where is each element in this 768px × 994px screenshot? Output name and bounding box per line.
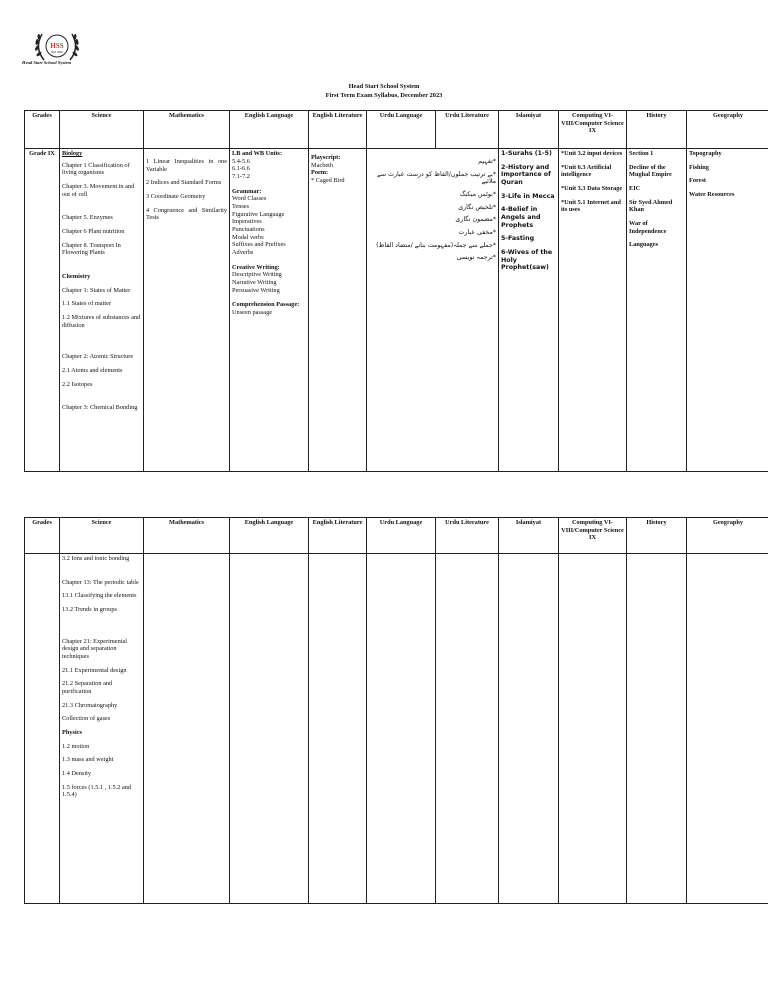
logo-caption: Head Start School System [22, 60, 72, 65]
playscript-heading: Playscript: [311, 154, 341, 161]
list-item: *بے ترتیب جملوں/الفاظ کو درست عبارت سے ملائیے [377, 170, 496, 186]
mathematics-cell [144, 554, 230, 904]
header-science: Science [60, 518, 144, 554]
list-item: Macbeth [311, 161, 334, 169]
list-item: Forest [689, 177, 707, 185]
list-item: Chapter 21: Experimental design and separation techniques [62, 637, 128, 661]
list-item: 1.2 motion [62, 742, 90, 750]
list-item: *تفہیم [478, 158, 496, 165]
header-urdu-literature: Urdu Literature [436, 518, 499, 554]
chemistry-heading: Chemistry [62, 273, 91, 281]
list-item: 1.1 States of matter [62, 300, 111, 308]
header-islamiyat: Islamiyat [499, 111, 559, 149]
list-item: Fishing [689, 163, 709, 171]
list-item: Chapter 3. Movement in and out of cell [62, 183, 135, 198]
header-urdu-language: Urdu Language [367, 518, 436, 554]
list-item: Figurative Language [232, 210, 285, 218]
header-english-language: English Language [230, 518, 309, 554]
mathematics-cell [144, 149, 230, 472]
list-item: Tenses [232, 203, 250, 211]
list-item: Chapter 13: The periodic table [62, 578, 139, 586]
list-item: Topography [689, 150, 722, 157]
list-item: Persuasive Writing [232, 286, 280, 294]
list-item: 2 Indices and Standard Forms [146, 179, 222, 187]
list-item: Unseen passage [232, 309, 273, 317]
list-item: 1.4 Density [62, 770, 92, 778]
urdu-language-cell [367, 554, 436, 904]
poem-heading: Poem: [311, 169, 329, 177]
header-urdu-language: Urdu Language [367, 111, 436, 149]
list-item: Decline of the Mughal Empire [629, 163, 672, 179]
header-geography: Geography [687, 111, 768, 149]
list-item: 1.2 Mixtures of substances and diffusion [62, 314, 141, 329]
header-english-literature: English Literature [309, 518, 367, 554]
list-item: Narrative Writing [232, 279, 277, 287]
table-row-grade-ix [25, 149, 768, 472]
comprehension-heading: Comprehension Passage: [232, 301, 300, 309]
computing-cell [559, 554, 627, 904]
list-item: 13.1 Classifying the elements [62, 592, 137, 600]
physics-heading: Physics [62, 729, 82, 737]
list-item: Chapter 3: Chemical Bonding [62, 404, 138, 412]
header-english-literature: English Literature [309, 111, 367, 149]
creative-writing-heading: Creative Writing: [232, 263, 280, 271]
header-computing: Computing VI- VIII/Computer Science IX [559, 111, 627, 149]
grade-cell: Grade IX [25, 149, 60, 472]
syllabus-table-page1 [24, 110, 768, 472]
list-item: 5.4-5.6 [232, 157, 250, 165]
list-item: Collection of gases [62, 715, 111, 723]
islamiyat-cell [499, 554, 559, 904]
biology-heading: Biology [62, 150, 83, 157]
list-item: Modal verbs [232, 233, 264, 241]
list-item: 3-Life in Mecca [501, 192, 555, 200]
list-item: Languages [629, 241, 659, 249]
table-header-row [25, 518, 768, 554]
list-item: Sir Syed Ahmed Khan [629, 198, 673, 214]
list-item: 3 Coordinate Geometry [146, 193, 206, 201]
table-header-row [25, 111, 768, 149]
computing-cell [559, 149, 627, 472]
table-row-continued [25, 554, 768, 904]
list-item: *مضمون نگاری [455, 216, 496, 224]
list-item: *تلخیص نگاری [458, 203, 496, 211]
list-item: * Caged Bird [311, 177, 345, 185]
list-item: Chapter 2: Atomic Structure [62, 353, 134, 361]
science-cell [60, 149, 144, 472]
header-science: Science [60, 111, 144, 149]
header-mathematics: Mathematics [144, 518, 230, 554]
list-item: *مخفی عبارت [458, 229, 496, 237]
list-item: Chapter 1: States of Matter [62, 286, 131, 294]
list-item: 1.3 mass and weight [62, 756, 114, 764]
list-item: Section 1 [629, 150, 654, 157]
list-item: Chapter 8. Transport In Flowering Plants [62, 241, 121, 257]
syllabus-table-page2 [24, 517, 768, 904]
header-geography: Geography [687, 518, 768, 554]
list-item: *ترجمہ نویسی [456, 254, 496, 262]
urdu-language-cell [367, 149, 499, 472]
header-computing: Computing VI- VIII/Computer Science IX [559, 518, 627, 554]
list-item: *Unit 3.3 Data Storage [561, 185, 623, 193]
list-item: 6-Wives of the Holy Prophet(saw) [501, 249, 553, 272]
header-urdu-literature: Urdu Literature [436, 111, 499, 149]
document-subtitle: First Term Exam Syllabus, December 2023 [325, 92, 443, 99]
list-item: Descriptive Writing [232, 271, 282, 279]
list-item: 3.2 Ions and ionic bonding [62, 555, 130, 562]
list-item: 1.5 forces (1.5.1 , 1.5.2 and 1.5.4) [62, 783, 132, 799]
svg-text:HSS: HSS [50, 42, 64, 50]
header-history: History [627, 111, 687, 149]
units-heading: LB and WB Units: [232, 150, 283, 157]
list-item: Chapter 5. Enzymes [62, 214, 113, 222]
science-cell [60, 554, 144, 904]
header-grades: Grades [25, 518, 60, 554]
list-item: Imperatives [232, 218, 262, 226]
list-item: 13.2 Trends in groups [62, 606, 117, 614]
english-literature-cell [309, 554, 367, 904]
list-item: *Unit 6.3 Artificial intelligence [561, 163, 612, 179]
list-item: 4 Congruence and Similarity Tests [146, 206, 227, 222]
english-literature-cell [309, 149, 367, 472]
english-language-cell [230, 149, 309, 472]
list-item: *Unit 3.2 input devices [561, 150, 623, 157]
list-item: Chapter 6 Plant nutrition [62, 228, 125, 236]
list-item: 21.3 Chromatography [62, 701, 118, 709]
list-item: 2.2 Isotopes [62, 380, 93, 388]
list-item: 6.1-6.6 [232, 165, 250, 173]
school-name: Head Start School System [348, 83, 420, 90]
header-english-language: English Language [230, 111, 309, 149]
list-item: EIC [629, 185, 641, 193]
list-item: 2.1 Atoms and elements [62, 367, 123, 375]
english-language-cell [230, 554, 309, 904]
list-item: 4-Belief in Angels and Prophets [501, 206, 541, 229]
header-islamiyat: Islamiyat [499, 518, 559, 554]
list-item: 7.1-7.2 [232, 173, 250, 181]
list-item: Adverbs [232, 249, 254, 257]
grade-cell [25, 554, 60, 904]
list-item: *Unit 5.1 Internet and its uses [561, 198, 621, 214]
geography-cell [687, 554, 768, 904]
geography-cell [687, 149, 768, 472]
list-item: Punctuations [232, 226, 265, 234]
list-item: 2-History and Importance of Quran [501, 163, 551, 187]
list-item: Water Resources [689, 191, 735, 199]
list-item: Suffixes and Prefixes [232, 241, 286, 249]
list-item: Word Classes [232, 195, 267, 203]
list-item: 21.2 Separation and purification [62, 680, 113, 696]
list-item: War of Independence [629, 220, 667, 235]
header-history: History [627, 518, 687, 554]
svg-text:EST. 2000: EST. 2000 [51, 51, 63, 54]
list-item: Chapter 1 Classification of living organisms [62, 161, 130, 177]
list-item: *جملے سے جملہ(مفہومت بنانے /متضاد الفاظ) [376, 241, 496, 249]
grammar-heading: Grammar: [232, 187, 262, 195]
list-item: 1-Surahs (1-5) [501, 150, 552, 157]
list-item: 1 Linear Inequalities in one Variable [146, 158, 227, 173]
history-cell [627, 149, 687, 472]
header-grades: Grades [25, 111, 60, 149]
islamiyat-cell [499, 149, 559, 472]
history-cell [627, 554, 687, 904]
list-item: *نوٹس میکنگ [459, 191, 496, 199]
list-item: 5-Fasting [501, 235, 535, 243]
header-mathematics: Mathematics [144, 111, 230, 149]
urdu-literature-cell [436, 554, 499, 904]
list-item: 21.1 Experimental design [62, 666, 127, 674]
